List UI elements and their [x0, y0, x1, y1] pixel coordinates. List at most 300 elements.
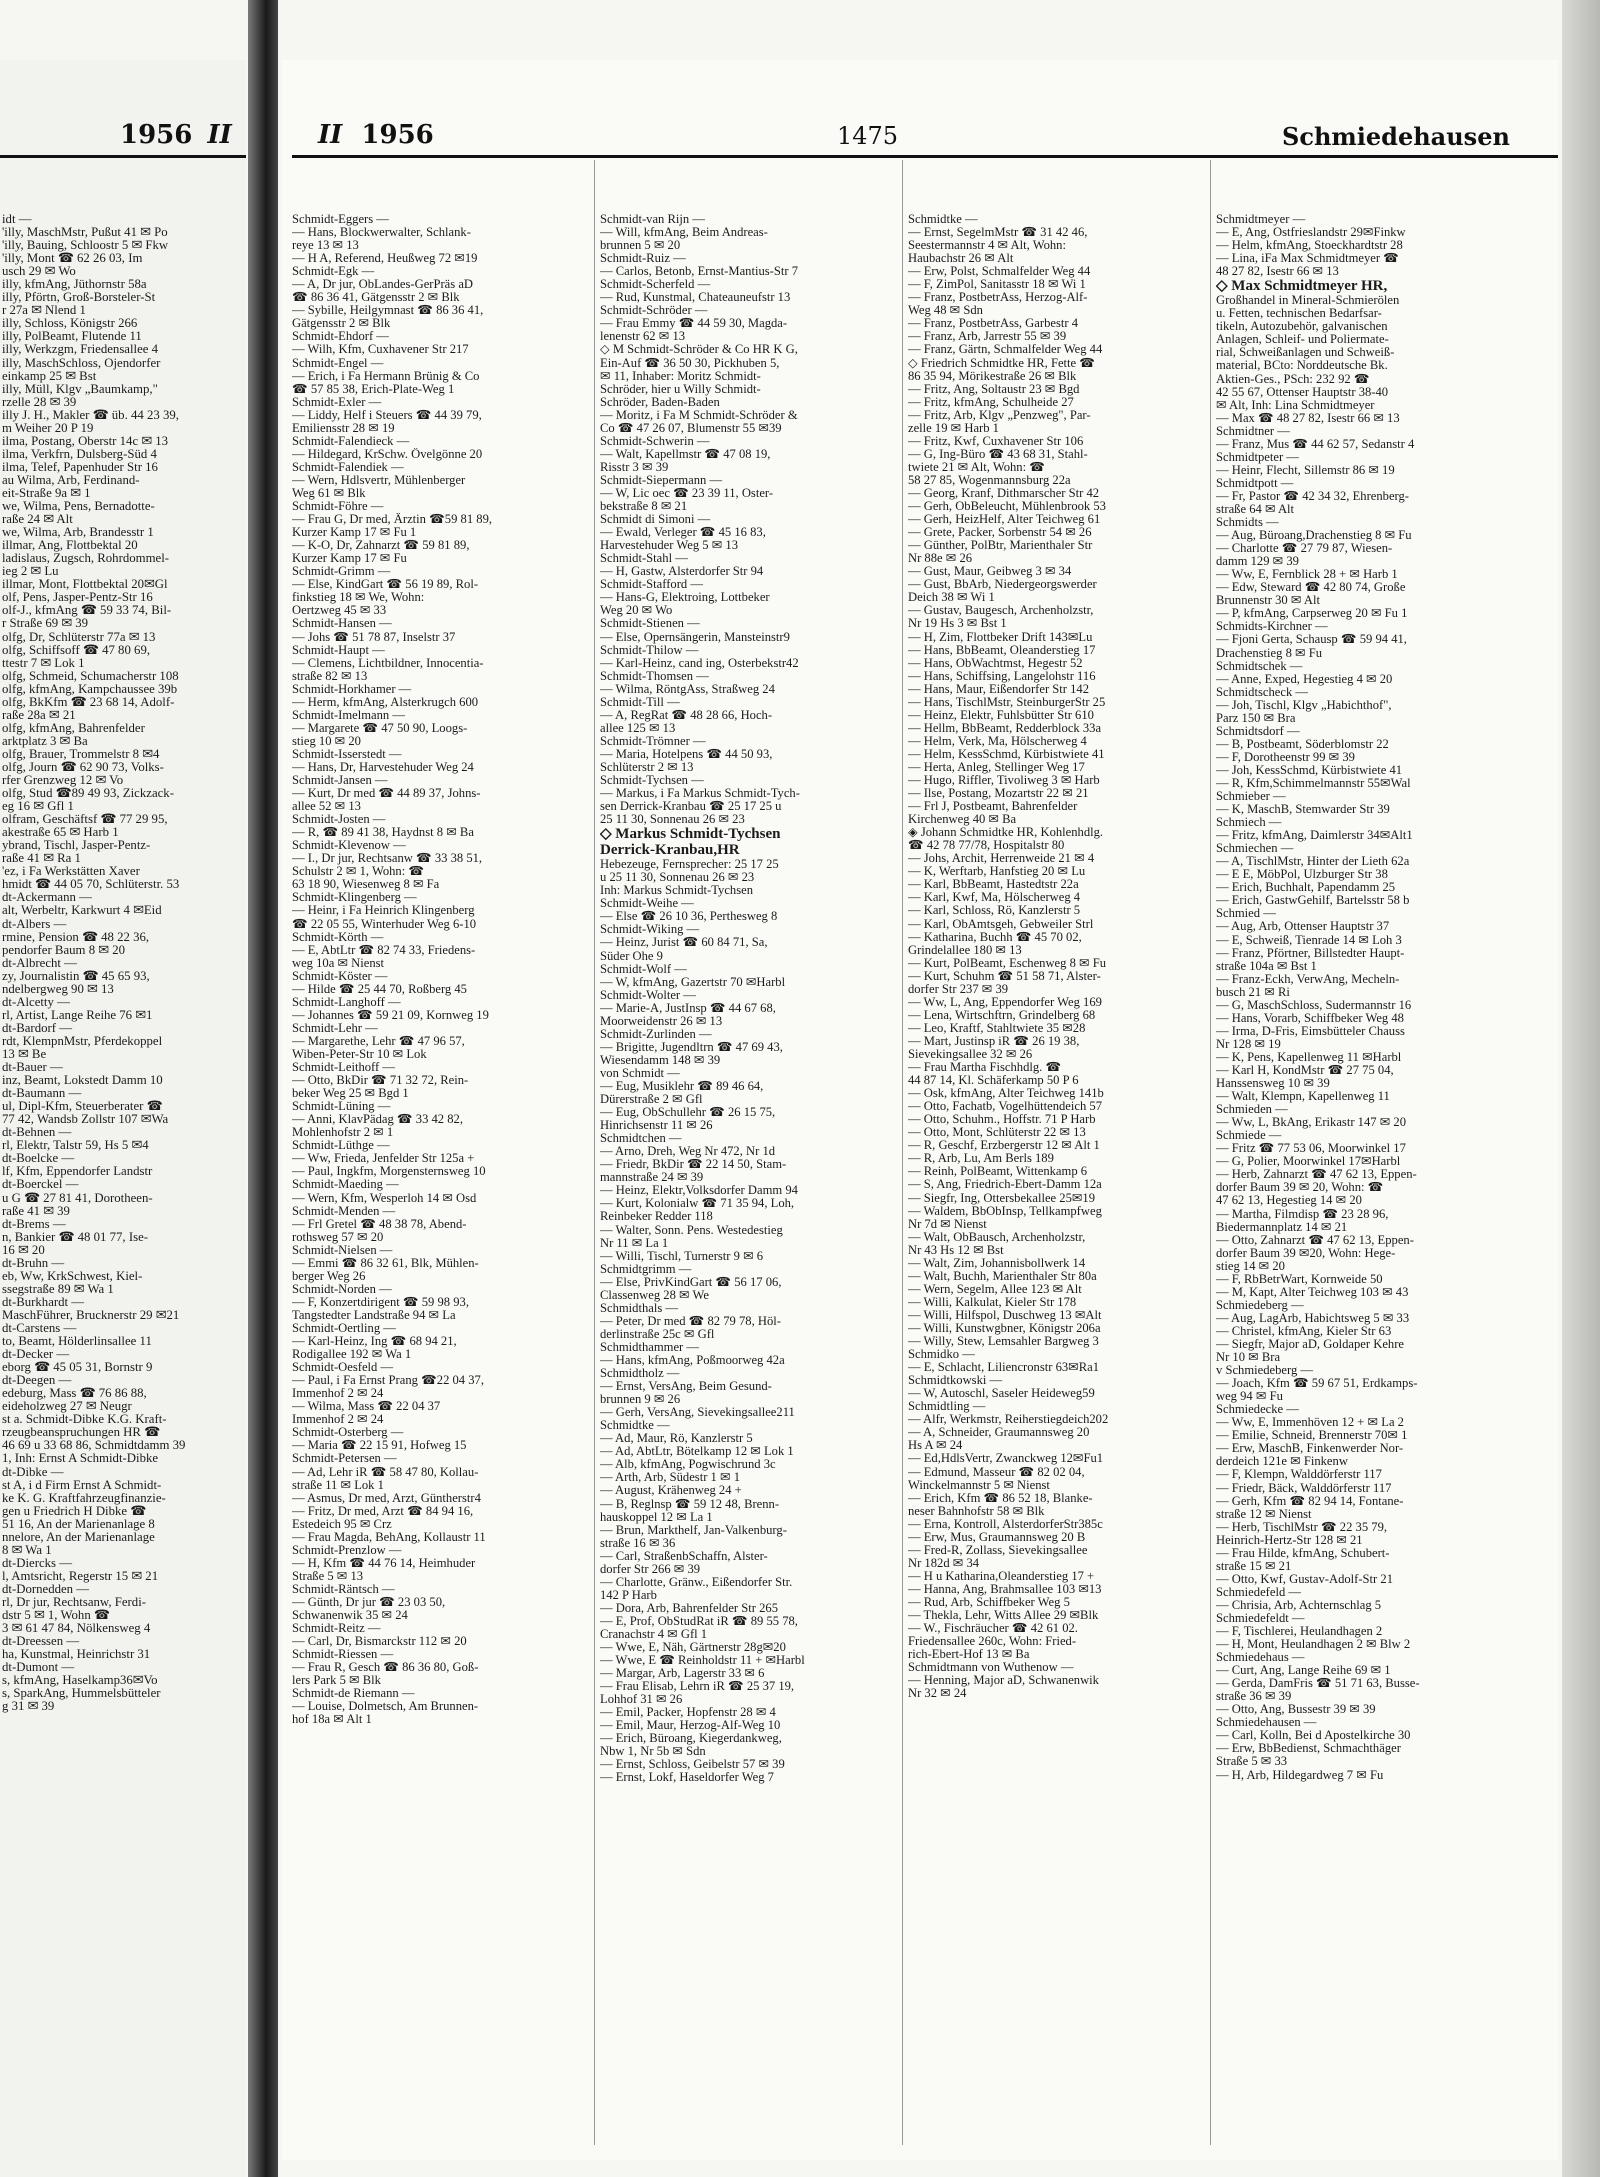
- directory-entry: Schmidt-Ehdorf —: [292, 330, 389, 344]
- directory-entry: eit-Straße 9a ✉ 1: [2, 486, 91, 500]
- directory-entry: dt-Ackermann —: [2, 891, 92, 905]
- directory-entry: Schröder, hier u Willy Schmidt-: [600, 382, 761, 396]
- directory-entry: — Friedr, BkDir ☎ 22 14 50, Stam-: [600, 1158, 787, 1172]
- directory-entry: — Heinr, Flecht, Sillemstr 86 ✉ 19: [1216, 463, 1395, 477]
- directory-entry: rothsweg 57 ✉ 20: [292, 1230, 384, 1244]
- directory-entry: 3 ✉ 61 47 84, Nölkensweg 4: [2, 1622, 151, 1636]
- directory-entry: Kurzer Kamp 17 ✉ Fu: [292, 552, 407, 566]
- directory-entry: 51 16, An der Marienanlage 8: [2, 1517, 155, 1531]
- directory-entry: Schmidt-Lehr —: [292, 1021, 378, 1035]
- directory-entry: — H, Arb, Hildegardweg 7 ✉ Fu: [1216, 1768, 1384, 1782]
- directory-entry: — I., Dr jur, Rechtsanw ☎ 33 38 51,: [292, 852, 483, 866]
- directory-entry: — Waldem, BbObInsp, Tellkampfweg: [908, 1204, 1102, 1218]
- right-year: 1956: [361, 120, 434, 150]
- directory-entry: — H, Kfm ☎ 44 76 14, Heimhuder: [292, 1556, 476, 1570]
- directory-entry: Schmidt-Prenzlow —: [292, 1543, 402, 1557]
- directory-entry: — Frau R, Gesch ☎ 86 36 80, Goß-: [292, 1661, 479, 1675]
- directory-entry: rial, Schweißanlagen und Schweiß-: [1216, 346, 1395, 360]
- directory-entry: — G, Polier, Moorwinkel 17✉Harbl: [1216, 1155, 1401, 1169]
- directory-entry: stieg 14 ✉ 20: [1216, 1259, 1285, 1273]
- directory-entry: dt-Brems —: [2, 1217, 66, 1231]
- directory-entry: l, Amtsricht, Regerstr 15 ✉ 21: [2, 1569, 159, 1583]
- directory-entry: — R, ☎ 89 41 38, Haydnst 8 ✉ Ba: [292, 826, 474, 840]
- directory-entry: Schmiedehaus —: [1216, 1651, 1305, 1665]
- directory-entry: — Hellm, BbBeamt, Redderblock 33a: [908, 721, 1102, 735]
- directory-entry: Schmidt-Hansen —: [292, 617, 392, 631]
- directory-entry: — Maria, Hotelpens ☎ 44 50 93,: [600, 747, 773, 761]
- directory-entry: Schmidt-Falendiek —: [292, 460, 404, 474]
- directory-entry: akestraße 65 ✉ Harb 1: [2, 826, 119, 840]
- directory-entry: — E, Schweiß, Tienrade 14 ✉ Loh 3: [1216, 933, 1402, 947]
- directory-entry: — Irma, D-Fris, Eimsbütteler Chauss: [1216, 1024, 1405, 1038]
- directory-entry: — Frl J, Postbeamt, Bahrenfelder: [908, 800, 1078, 814]
- directory-column-1: [292, 213, 590, 2150]
- directory-entry: Nr 10 ✉ Bra: [1216, 1351, 1281, 1365]
- directory-entry: damm 129 ✉ 39: [1216, 555, 1299, 569]
- directory-entry: straße 11 ✉ Lok 1: [292, 1478, 384, 1492]
- directory-entry: lers Park 5 ✉ Blk: [292, 1674, 381, 1688]
- directory-entry: Nr 128 ✉ 19: [1216, 1037, 1281, 1051]
- directory-entry: Schmidt-van Rijn —: [600, 213, 705, 226]
- directory-entry: Schmidtgrimm —: [600, 1262, 692, 1276]
- directory-entry: — Ernst, VersAng, Beim Gesund-: [600, 1380, 772, 1394]
- directory-entry: dt-Bauer —: [2, 1061, 63, 1075]
- directory-entry: Schmidtkowski —: [908, 1374, 1003, 1388]
- directory-entry: raße 28a ✉ 21: [2, 708, 76, 722]
- directory-entry: — Emmi ☎ 86 32 61, Blk, Mühlen-: [292, 1256, 479, 1270]
- directory-entry: lf, Kfm, Eppendorfer Landstr: [2, 1165, 153, 1179]
- directory-entry: — Edmund, Masseur ☎ 82 02 04,: [908, 1465, 1085, 1479]
- directory-entry: — Emil, Packer, Hopfenstr 28 ✉ 4: [600, 1706, 776, 1720]
- directory-entry: olfg, Brauer, Trommelstr 8 ✉4: [2, 747, 160, 761]
- directory-entry: — Erich, Buchhalt, Papendamm 25: [1216, 881, 1396, 895]
- directory-entry: — Siegfr, Ing, Ottersbekallee 25✉19: [908, 1191, 1096, 1205]
- firm-heading: Derrick-Kranbau,HR: [600, 842, 740, 859]
- directory-entry: — Fritz, Ang, Soltaustr 23 ✉ Bgd: [908, 382, 1080, 396]
- directory-entry: Hs A ✉ 24: [908, 1439, 963, 1453]
- directory-entry: — Fritz, kfmAng, Schulheide 27: [908, 395, 1074, 409]
- directory-entry: — Fjoni Gerta, Schausp ☎ 59 94 41,: [1216, 633, 1407, 647]
- directory-entry: u. Fetten, technischen Bedarfsar-: [1216, 307, 1382, 321]
- directory-entry: dt-Boerckel —: [2, 1178, 79, 1192]
- directory-entry: — Ewald, Verleger ☎ 45 16 83,: [600, 526, 766, 540]
- directory-entry: eborg ☎ 45 05 31, Bornstr 9: [2, 1361, 153, 1375]
- directory-entry: — Herb, TischlMstr ☎ 22 35 79,: [1216, 1520, 1388, 1534]
- directory-entry: Schmiechen —: [1216, 842, 1294, 856]
- directory-entry: hmidt ☎ 44 05 70, Schlüterstr. 53: [2, 878, 180, 892]
- directory-entry: Schmidt-Norden —: [292, 1282, 392, 1296]
- directory-entry: — Fritz ☎ 77 53 06, Moorwinkel 17: [1216, 1142, 1406, 1156]
- directory-entry: Schmidthammer —: [600, 1340, 699, 1354]
- directory-entry: — Chrisia, Arb, Achternschlag 5: [1216, 1598, 1382, 1612]
- directory-entry: — Brigitte, Jugendltrn ☎ 47 69 43,: [600, 1040, 783, 1054]
- directory-entry: — Hans, Maur, Eißendorfer Str 142: [908, 682, 1090, 696]
- directory-entry: MaschFührer, Brucknerstr 29 ✉21: [2, 1308, 180, 1322]
- directory-entry: m Weiher 20 P 19: [2, 421, 94, 435]
- directory-entry: — A, TischlMstr, Hinter der Lieth 62a: [1216, 855, 1410, 869]
- directory-entry: Schmidt-Klevenow —: [292, 839, 406, 853]
- directory-entry: — Margar, Arb, Lagerstr 33 ✉ 6: [600, 1667, 765, 1681]
- directory-entry: 'ez, i Fa Werkstätten Xaver: [2, 865, 140, 879]
- directory-entry: — Hans, Blockwerwalter, Schlank-: [292, 226, 471, 240]
- directory-entry: — Else, KindGart ☎ 56 19 89, Rol-: [292, 578, 479, 592]
- directory-entry: — Frau Hilde, kfmAng, Schubert-: [1216, 1546, 1390, 1560]
- directory-entry: dorfer Str 266 ✉ 39: [600, 1562, 701, 1576]
- directory-entry: Schmidt-Grimm —: [292, 565, 391, 579]
- directory-entry: Schulstr 2 ✉ 1, Wohn: ☎: [292, 865, 425, 879]
- directory-entry: ☎ 42 78 77/78, Hospitalstr 80: [908, 839, 1065, 853]
- directory-entry: olf-J., kfmAng ☎ 59 33 74, Bil-: [2, 604, 172, 618]
- directory-entry: illy, Pförtn, Groß-Borsteler-St: [2, 291, 156, 305]
- directory-entry: — Margarete ☎ 47 50 90, Loogs-: [292, 721, 468, 735]
- directory-entry: brunnen 5 ✉ 20: [600, 239, 681, 253]
- directory-entry: tikeln, Autozubehör, galvanischen: [1216, 320, 1388, 334]
- directory-entry: — H, Mont, Heulandhagen 2 ✉ Blw 2: [1216, 1638, 1411, 1652]
- directory-entry: Schmidt-Horkhamer —: [292, 682, 412, 696]
- directory-entry: — Wwe, E ☎ Reinholdstr 11 + ✉Harbl: [600, 1654, 805, 1668]
- directory-entry: — Erich, Büroang, Kiegerdankweg,: [600, 1732, 782, 1746]
- directory-entry: r 27a ✉ Nlend 1: [2, 304, 86, 318]
- directory-entry: — Helm, kfmAng, Stoeckhardtstr 28: [1216, 239, 1403, 253]
- directory-entry: Hebezeuge, Fernsprecher: 25 17 25: [600, 858, 779, 872]
- directory-entry: — E, Prof, ObStudRat iR ☎ 89 55 78,: [600, 1614, 798, 1628]
- directory-entry: Seestermannstr 4 ✉ Alt, Wohn:: [908, 239, 1066, 253]
- directory-entry: Mohlenhofstr 2 ✉ 1: [292, 1126, 394, 1140]
- directory-entry: — Otto, Schuhm., Hoffstr. 71 P Harb: [908, 1113, 1096, 1127]
- directory-entry: s, SparkAng, Hummelsbütteler: [2, 1687, 161, 1701]
- directory-entry: Schmidt-Jansen —: [292, 774, 388, 788]
- directory-entry: — Reinh, PolBeamt, Wittenkamp 6: [908, 1165, 1088, 1179]
- directory-entry: brunnen 9 ✉ 26: [600, 1393, 681, 1407]
- directory-entry: Schmidt-Osterberg —: [292, 1426, 404, 1440]
- directory-entry: Immenhof 2 ✉ 24: [292, 1413, 384, 1427]
- directory-entry: Süder Ohe 9: [600, 949, 663, 963]
- directory-entry: mannstraße 24 ✉ 39: [600, 1171, 704, 1185]
- directory-entry: — Sybille, Heilgymnast ☎ 86 36 41,: [292, 304, 484, 318]
- directory-entry: Gätgensstr 2 ✉ Blk: [292, 317, 391, 331]
- directory-entry: dt-Dumont —: [2, 1661, 75, 1675]
- directory-entry: — Heinr, i Fa Heinrich Klingenberg: [292, 904, 475, 918]
- directory-entry: dorfer Baum 39 ✉ 20, Wohn: ☎: [1216, 1181, 1384, 1195]
- directory-entry: — Gerh, ObBeleucht, Mühlenbrook 53: [908, 500, 1106, 514]
- directory-column-3: [908, 213, 1206, 2150]
- directory-entry: illy, MaschSchloss, Ojendorfer: [2, 356, 161, 370]
- directory-entry: — Hans, BbBeamt, Oleanderstieg 17: [908, 643, 1096, 657]
- directory-entry: dt-Albers —: [2, 917, 67, 931]
- directory-entry: — Will, kfmAng, Beim Andreas-: [600, 226, 768, 240]
- directory-entry: — Ernst, Schloss, Geibelstr 57 ✉ 39: [600, 1758, 785, 1772]
- directory-entry: Schmidt-Stahl —: [600, 552, 688, 566]
- directory-entry: we, Wilma, Pens, Bernadotte-: [2, 500, 155, 514]
- directory-entry: — Ad, Lehr iR ☎ 58 47 80, Kollau-: [292, 1465, 479, 1479]
- directory-entry: — Franz, Pförtner, Billstedter Haupt-: [1216, 946, 1405, 960]
- directory-entry: Nr 43 Hs 12 ✉ Bst: [908, 1243, 1004, 1257]
- directory-entry: Sievekingsallee 32 ✉ 26: [908, 1048, 1033, 1061]
- directory-entry: — Heinz, Elektr,Volksdorfer Damm 94: [600, 1184, 798, 1198]
- directory-entry: st a. Schmidt-Dibke K.G. Kraft-: [2, 1413, 167, 1427]
- directory-entry: — Hans, Schiffsing, Langelohstr 116: [908, 669, 1096, 683]
- directory-entry: Schmidtling —: [908, 1400, 986, 1414]
- directory-entry: — Günther, PolBtr, Marienthaler Str: [908, 539, 1093, 553]
- directory-entry: Schmidt-Isserstedt —: [292, 747, 402, 761]
- directory-entry: — Gerh, VersAng, Sievekingsallee211: [600, 1406, 795, 1420]
- directory-entry: — G, MaschSchloss, Sudermannstr 16: [1216, 998, 1412, 1012]
- directory-entry: Harvestehuder Weg 5 ✉ 13: [600, 539, 739, 553]
- directory-entry: busch 21 ✉ Ri: [1216, 985, 1290, 999]
- directory-entry: dt-Bruhn —: [2, 1256, 65, 1270]
- directory-entry: — Helm, Verk, Ma, Hölscherweg 4: [908, 734, 1087, 748]
- directory-entry: — Peter, Dr med ☎ 82 79 78, Höl-: [600, 1314, 781, 1328]
- directory-entry: dt-Burkhardt —: [2, 1295, 85, 1309]
- directory-entry: Risstr 3 ✉ 39: [600, 460, 669, 474]
- directory-entry: Dürerstraße 2 ✉ Gfl: [600, 1093, 703, 1107]
- directory-entry: rl, Elektr, Talstr 59, Hs 5 ✉4: [2, 1139, 149, 1153]
- directory-entry: allee 52 ✉ 13: [292, 800, 361, 814]
- directory-entry: — Erw, Polst, Schmalfelder Weg 44: [908, 265, 1091, 279]
- directory-entry: Schmidt-Eggers —: [292, 213, 389, 226]
- directory-entry: straße 64 ✉ Alt: [1216, 502, 1295, 516]
- directory-entry: Schmidt-Lüthge —: [292, 1139, 390, 1153]
- directory-entry: Schmidt-Wiking —: [600, 923, 700, 937]
- directory-entry: — W, Lic oec ☎ 23 39 11, Oster-: [600, 486, 774, 500]
- directory-entry: — Maria ☎ 22 15 91, Hofweg 15: [292, 1439, 467, 1453]
- left-column: [2, 213, 246, 2167]
- directory-entry: Haubachstr 26 ✉ Alt: [908, 252, 1014, 266]
- directory-entry: Heinrich-Hertz-Str 128 ✉ 21: [1216, 1533, 1363, 1547]
- directory-entry: 16 ✉ 20: [2, 1243, 45, 1257]
- directory-entry: — Walt, Zim, Johannisbollwerk 14: [908, 1256, 1086, 1270]
- directory-entry: — Aug, LagArb, Habichtsweg 5 ✉ 33: [1216, 1311, 1410, 1325]
- directory-entry: Schmidtke —: [908, 213, 978, 226]
- directory-entry: n, Bankier ☎ 48 01 77, Ise-: [2, 1230, 149, 1244]
- directory-entry: — Anne, Exped, Hegestieg 4 ✉ 20: [1216, 672, 1393, 686]
- directory-entry: — Charlotte ☎ 27 79 87, Wiesen-: [1216, 542, 1393, 556]
- directory-entry: dt-Bardorf —: [2, 1021, 73, 1035]
- directory-entry: — Ww, Frieda, Jenfelder Str 125a +: [292, 1152, 475, 1166]
- directory-entry: — Emil, Maur, Herzog-Alf-Weg 10: [600, 1719, 781, 1733]
- directory-entry: Schmidt-Schröder —: [600, 304, 708, 318]
- directory-entry: — Emilie, Schneid, Brennerstr 70✉ 1: [1216, 1429, 1408, 1443]
- directory-entry: — Eug, ObSchullehr ☎ 26 15 75,: [600, 1106, 776, 1120]
- directory-entry: — Franz-Eckh, VerwAng, Mecheln-: [1216, 972, 1400, 986]
- page-edge: [1562, 0, 1600, 2177]
- directory-entry: illy J. H., Makler ☎ üb. 44 23 39,: [2, 408, 179, 422]
- directory-entry: nnelore, An der Marienanlage: [2, 1530, 155, 1544]
- directory-entry: Schmidt-Falendieck —: [292, 434, 410, 448]
- directory-entry: — Frau G, Dr med, Ärztin ☎59 81 89,: [292, 513, 493, 527]
- directory-entry: — Hanna, Ang, Brahmsallee 103 ✉13: [908, 1582, 1102, 1596]
- directory-entry: Ein-Auf ☎ 36 50 30, Pickhuben 5,: [600, 356, 780, 370]
- directory-entry: — Franz, PostbetrAss, Garbestr 4: [908, 317, 1078, 331]
- directory-entry: — Willi, Kalkulat, Kieler Str 178: [908, 1295, 1077, 1309]
- directory-entry: — Kurt, PolBeamt, Eschenweg 8 ✉ Fu: [908, 956, 1107, 970]
- directory-entry: — Karl-Heinz, cand ing, Osterbekstr42: [600, 656, 799, 670]
- directory-entry: Schmidt-Zurlinden —: [600, 1027, 712, 1041]
- directory-entry: Schmiech —: [1216, 816, 1282, 830]
- directory-entry: — W., Fischräucher ☎ 42 61 02.: [908, 1622, 1078, 1636]
- directory-entry: — Karl-Heinz, Ing ☎ 68 94 21,: [292, 1335, 457, 1349]
- directory-entry: illy, Müll, Klgv „Baumkamp,": [2, 382, 158, 396]
- directory-entry: Schmidt-Petersen —: [292, 1452, 397, 1466]
- directory-entry: ilma, Postang, Oberstr 14c ✉ 13: [2, 434, 169, 448]
- directory-entry: Schmidts-Kirchner —: [1216, 620, 1328, 634]
- directory-entry: — Christel, kfmAng, Kieler Str 63: [1216, 1324, 1392, 1338]
- directory-entry: dt-Diercks —: [2, 1556, 73, 1570]
- directory-entry: — Otto, Zahnarzt ☎ 47 62 13, Eppen-: [1216, 1233, 1414, 1247]
- directory-entry: — Fritz, Arb, Klgv „Penzweg", Par-: [908, 408, 1091, 422]
- directory-entry: idt —: [2, 213, 32, 226]
- directory-entry: Schmidt-Scherfeld —: [600, 278, 711, 292]
- directory-entry: Schmidtchen —: [600, 1132, 682, 1146]
- directory-entry: 44 87 14, Kl. Schäferkamp 50 P 6: [908, 1074, 1079, 1088]
- directory-entry: ybrand, Tischl, Jasper-Pentz-: [2, 839, 151, 853]
- directory-entry: dt-Boelcke —: [2, 1152, 75, 1166]
- directory-entry: — Kurt, Kolonialw ☎ 71 35 94, Loh,: [600, 1197, 795, 1211]
- directory-entry: — Charlotte, Gränw., Eißendorfer Str.: [600, 1575, 793, 1589]
- directory-entry: Aktien-Ges., PSch: 232 92 ☎: [1216, 372, 1370, 386]
- directory-entry: Schmidtsdorf —: [1216, 724, 1300, 738]
- directory-entry: — Katharina, Buchh ☎ 45 70 02,: [908, 930, 1082, 944]
- directory-entry: 13 ✉ Be: [2, 1048, 47, 1061]
- directory-entry: sen Derrick-Kranbau ☎ 25 17 25 u: [600, 800, 782, 814]
- directory-entry: neser Bahnhofstr 58 ✉ Blk: [908, 1504, 1045, 1518]
- directory-entry: 63 18 90, Wiesenweg 8 ✉ Fa: [292, 878, 440, 892]
- directory-entry: — Wilh, Kfm, Cuxhavener Str 217: [292, 343, 469, 357]
- directory-entry: — B, Reglnsp ☎ 59 12 48, Brenn-: [600, 1497, 780, 1511]
- directory-entry: Biedermannplatz 14 ✉ 21: [1216, 1220, 1348, 1234]
- directory-entry: 86 35 94, Mörikestraße 26 ✉ Blk: [908, 369, 1077, 383]
- directory-entry: — A, RegRat ☎ 48 28 66, Hoch-: [600, 708, 773, 722]
- directory-entry: derlinstraße 25c ✉ Gfl: [600, 1327, 715, 1341]
- directory-entry: Schmidt-Exler —: [292, 395, 382, 409]
- directory-entry: — Kurt, Schuhm ☎ 51 58 71, Alster-: [908, 969, 1101, 983]
- directory-entry: — Gust, BbArb, Niedergeorgswerder: [908, 578, 1097, 592]
- directory-entry: — Herm, kfmAng, Alsterkrugch 600: [292, 695, 479, 709]
- directory-entry: 'illy, Mont ☎ 62 26 03, Im: [2, 252, 143, 266]
- directory-entry: Schmieden —: [1216, 1103, 1288, 1117]
- directory-entry: — H A, Referend, Heußweg 72 ✉19: [292, 252, 478, 266]
- directory-entry: raße 24 ✉ Alt: [2, 513, 73, 527]
- directory-column-4: [1216, 213, 1516, 2150]
- directory-entry: — Kurt, Dr med ☎ 44 89 37, Johns-: [292, 787, 481, 801]
- directory-entry: inz, Beamt, Lokstedt Damm 10: [2, 1074, 163, 1088]
- directory-entry: to, Beamt, Hölderlinsallee 11: [2, 1335, 152, 1349]
- directory-entry: — Hans, kfmAng, Poßmoorweg 42a: [600, 1353, 785, 1367]
- directory-entry: — Günth, Dr jur ☎ 23 03 50,: [292, 1595, 446, 1609]
- directory-entry: zy, Journalistin ☎ 45 65 93,: [2, 969, 150, 983]
- directory-entry: Reinbeker Redder 118: [600, 1210, 713, 1224]
- directory-entry: — Paul, Ingkfm, Morgensternsweg 10: [292, 1165, 486, 1179]
- directory-entry: u 25 11 30, Sonnenau 26 ✉ 23: [600, 871, 755, 885]
- directory-entry: derdeich 121e ✉ Finkenw: [1216, 1455, 1348, 1469]
- directory-entry: — Ww, E, Fernblick 28 + ✉ Harb 1: [1216, 568, 1398, 582]
- directory-entry: — Frau Elisab, Lehrn iR ☎ 25 37 19,: [600, 1680, 795, 1694]
- directory-entry: Schmidt-Weihe —: [600, 897, 694, 911]
- directory-entry: Schmidt-Reitz —: [292, 1622, 381, 1636]
- directory-entry: Cranachstr 4 ✉ Gfl 1: [600, 1627, 708, 1641]
- directory-entry: von Schmidt —: [600, 1066, 680, 1080]
- directory-entry: olfg, kfmAng, Bahrenfelder: [2, 721, 145, 735]
- directory-entry: eideholzweg 27 ✉ Neugr: [2, 1400, 132, 1414]
- directory-entry: Schmidt-Thilow —: [600, 643, 699, 657]
- directory-entry: — Ww, L, BkAng, Erikastr 147 ✉ 20: [1216, 1116, 1406, 1130]
- directory-entry: — Wern, Segelm, Allee 123 ✉ Alt: [908, 1282, 1082, 1296]
- directory-entry: 77 42, Wandsb Zollstr 107 ✉Wa: [2, 1113, 169, 1127]
- directory-entry: ha, Kunstmal, Heinrichstr 31: [2, 1648, 151, 1662]
- directory-entry: Schmidt-Maeding —: [292, 1178, 399, 1192]
- directory-entry: Schmidt-Josten —: [292, 813, 386, 827]
- directory-entry: — Wilma, Mass ☎ 22 04 37: [292, 1400, 441, 1414]
- directory-entry: — Hugo, Riffler, Tivoliweg 3 ✉ Harb: [908, 774, 1100, 788]
- directory-entry: dt-Alcetty —: [2, 995, 70, 1009]
- directory-entry: — B, Postbeamt, Söderblomstr 22: [1216, 737, 1389, 751]
- directory-entry: — F, Dorotheenstr 99 ✉ 39: [1216, 750, 1355, 764]
- directory-entry: — K, Werftarb, Hanfstieg 20 ✉ Lu: [908, 865, 1086, 879]
- directory-entry: — R, Arb, Lu, Am Berls 189: [908, 1152, 1054, 1166]
- directory-entry: — Herb, Zahnarzt ☎ 47 62 13, Eppen-: [1216, 1168, 1417, 1182]
- directory-entry: finkstieg 18 ✉ We, Wohn:: [292, 591, 425, 605]
- directory-entry: — Hans, TischlMstr, SteinburgerStr 25: [908, 695, 1106, 709]
- directory-entry: Inh: Markus Schmidt-Tychsen: [600, 884, 754, 898]
- directory-entry: olfg, kfmAng, Kampchaussee 39b: [2, 682, 178, 696]
- directory-entry: Schmidt-Ruiz —: [600, 252, 686, 266]
- directory-entry: — Henning, Major aD, Schwanenwik: [908, 1674, 1099, 1688]
- directory-entry: — Aug, Büroang,Drachenstieg 8 ✉ Fu: [1216, 529, 1412, 543]
- directory-entry: 42 55 67, Ottenser Hauptstr 38-40: [1216, 385, 1389, 399]
- directory-entry: — Gustav, Baugesch, Archenholzstr,: [908, 604, 1094, 618]
- directory-entry: 142 P Harb: [600, 1588, 657, 1602]
- directory-entry: — Leo, Kraftf, Stahltwiete 35 ✉28: [908, 1021, 1086, 1035]
- directory-entry: — Marie-A, JustInsp ☎ 44 67 68,: [600, 1001, 776, 1015]
- directory-entry: Schmidtpott —: [1216, 476, 1294, 490]
- directory-entry: Schmied —: [1216, 907, 1276, 921]
- directory-entry: — Brun, Markthelf, Jan-Valkenburg-: [600, 1523, 787, 1537]
- directory-entry: — H u Katharina,Oleanderstieg 17 +: [908, 1569, 1095, 1583]
- directory-entry: straße 15 ✉ 21: [1216, 1559, 1292, 1573]
- directory-entry: Lohhof 31 ✉ 26: [600, 1693, 683, 1707]
- directory-entry: — Rud, Kunstmal, Chateauneufstr 13: [600, 291, 791, 305]
- directory-entry: — Moritz, i Fa M Schmidt-Schröder &: [600, 408, 798, 422]
- directory-entry: straße 12 ✉ Nienst: [1216, 1507, 1312, 1521]
- directory-entry: — E, Ang, Ostfrieslandstr 29✉Finkw: [1216, 226, 1406, 240]
- directory-entry: Rodigallee 192 ✉ Wa 1: [292, 1348, 412, 1362]
- directory-entry: Classenweg 28 ✉ We: [600, 1288, 709, 1302]
- directory-entry: — Erich, Kfm ☎ 86 52 18, Blanke-: [908, 1491, 1093, 1505]
- directory-entry: Schmidt-Engel —: [292, 356, 384, 370]
- directory-entry: Anlagen, Schleif- und Poliermate-: [1216, 333, 1389, 347]
- directory-entry: — Mart, Justinsp iR ☎ 26 19 38,: [908, 1034, 1080, 1048]
- directory-entry: — Johannes ☎ 59 21 09, Kornweg 19: [292, 1008, 489, 1022]
- directory-entry: Schmidt-Stienen —: [600, 617, 700, 631]
- directory-entry: ilma, Verkfrn, Dulsberg-Süd 4: [2, 447, 157, 461]
- directory-entry: — A, Schneider, Graumannsweg 20: [908, 1426, 1090, 1440]
- directory-entry: bekstraße 8 ✉ 21: [600, 500, 688, 514]
- directory-entry: — Willi, Tischl, Turnerstr 9 ✉ 6: [600, 1249, 764, 1263]
- column-divider: [594, 160, 595, 2145]
- directory-entry: — Edw, Steward ☎ 42 80 74, Große: [1216, 581, 1406, 595]
- directory-entry: zelle 19 ✉ Harb 1: [908, 421, 999, 435]
- directory-entry: Schmidt-Klingenberg —: [292, 891, 417, 905]
- directory-entry: 48 27 82, Isestr 66 ✉ 13: [1216, 265, 1339, 279]
- directory-entry: twiete 21 ✉ Alt, Wohn: ☎: [908, 460, 1045, 474]
- directory-entry: Schmidt-Köster —: [292, 969, 388, 983]
- directory-entry: — Gerh, HeizHelf, Alter Teichweg 61: [908, 513, 1101, 527]
- directory-entry: — Liddy, Helf i Steuers ☎ 44 39 79,: [292, 408, 482, 422]
- directory-entry: — Wwe, E, Näh, Gärtnerstr 28g✉20: [600, 1641, 786, 1655]
- directory-entry: ✉ Alt, Inh: Lina Schmidtmeyer: [1216, 398, 1375, 412]
- directory-entry: allee 125 ✉ 13: [600, 721, 676, 735]
- directory-entry: — Hans, Vorarb, Schiffbeker Weg 48: [1216, 1011, 1404, 1025]
